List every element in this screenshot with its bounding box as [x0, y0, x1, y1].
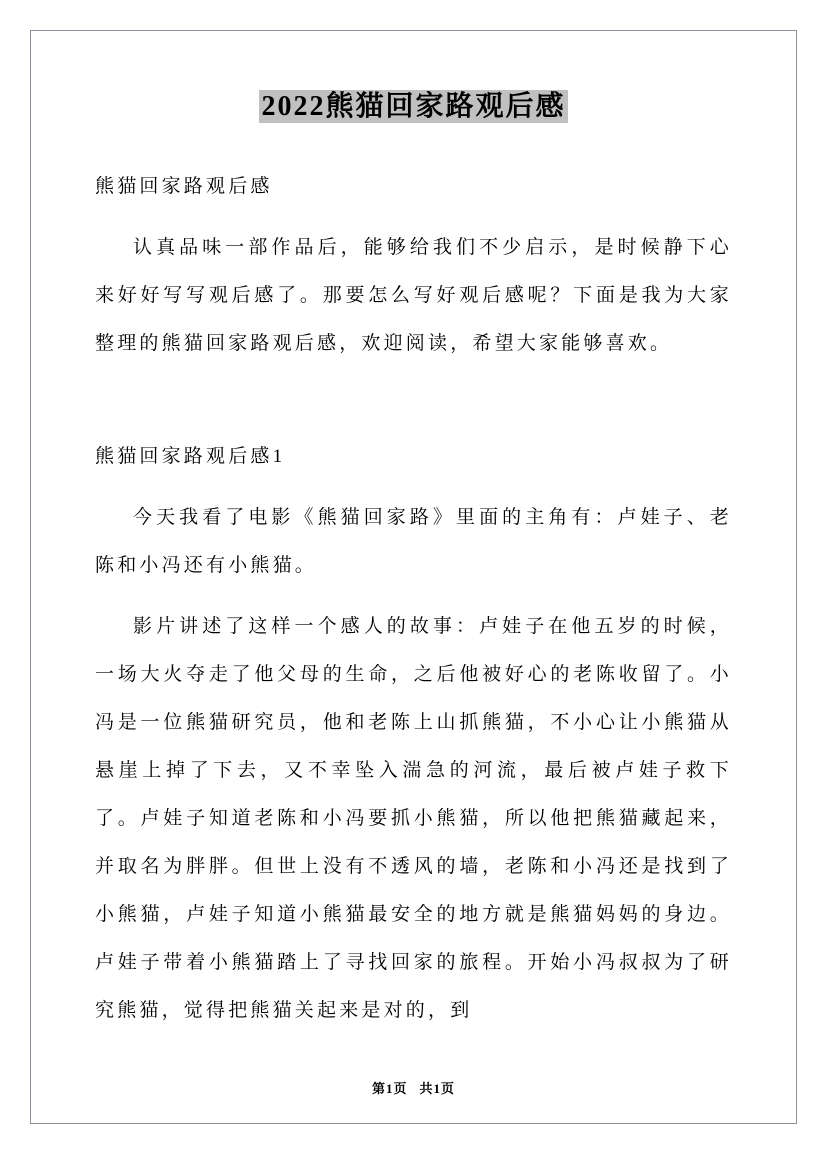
paragraph-body-1: 今天我看了电影《熊猫回家路》里面的主角有：卢娃子、老陈和小冯还有小熊猫。 — [95, 507, 732, 577]
paragraph-body-2: 影片讲述了这样一个感人的故事：卢娃子在他五岁的时候，一场大火夺走了他父母的生命，之后他被好心的老陈收留了。小冯是一位熊猫研究员，他和老陈上山抓熊猫，不小心让小熊猫从悬崖上掉了下去，又不幸坠入湍急的河流，最后被卢娃子救下了。卢娃子知道老陈和小冯要抓小熊猫，所以他把熊猫藏起来，并取名为胖胖。但世上没有不透风的墙，老陈和小冯还是找到了小熊猫，卢娃子知道小熊猫最安全的地方就是熊猫妈妈的身边。卢娃子带着小熊猫踏上了寻找回家的旅程。开始小冯叔叔为了研究熊猫，觉得把熊猫关起来是对的，到 — [95, 616, 732, 1022]
footer-page-number: 第1页 — [371, 1081, 408, 1096]
page-border-frame — [30, 30, 797, 1124]
paragraph-heading-2: 熊猫回家路观后感1 — [95, 446, 286, 468]
document-title-text: 2022熊猫回家路观后感 — [261, 91, 566, 122]
paragraph-intro: 认真品味一部作品后，能够给我们不少启示，是时候静下心来好好写写观后感了。那要怎么写好观后感呢？下面是我为大家整理的熊猫回家路观后感，欢迎阅读，希望大家能够喜欢。 — [95, 237, 732, 355]
paragraph-heading-1: 熊猫回家路观后感 — [95, 176, 273, 198]
page-footer — [31, 1078, 796, 1097]
section-gap — [95, 381, 732, 433]
footer-total-pages: 共1页 — [419, 1081, 456, 1096]
document-title — [95, 89, 732, 125]
